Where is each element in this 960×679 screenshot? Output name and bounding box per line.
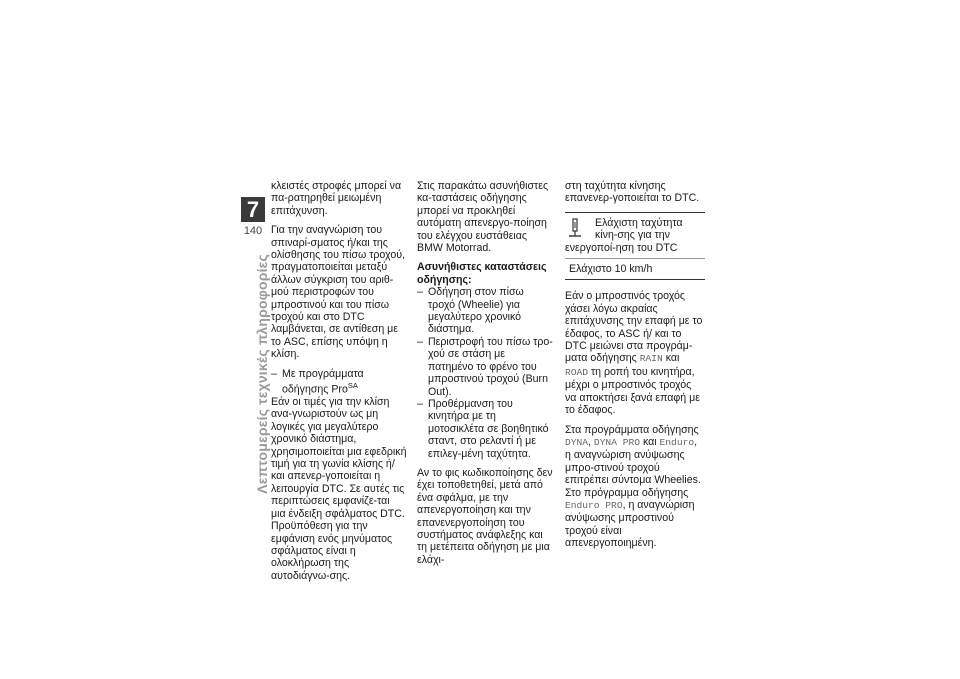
list-item-text: Περιστροφή του πίσω τρο-χού σε στάση με πατημένο το φρένο του μπροστινού τροχού (Burn Out).: [428, 335, 553, 398]
list-item: [417, 286, 553, 336]
dash-mark: –: [417, 286, 423, 299]
paragraph: Για την αναγνώριση του σπιναρί-σματος ή/και της ολίσθησης του πίσω τροχού, πραγματοποιείται μεταξύ άλλων σύγκριση του αριθ-μού περιστροφών του μπροστινού και του πίσω τροχού και στο DTC λαμβάνεται, σε αντίθεση με το ASC, επίσης υπόψη η κλίση.: [271, 224, 405, 361]
chapter-number-badge: 7: [241, 197, 265, 222]
list-item-text: Προθέρμανση του κινητήρα με τη μοτοσικλέτα σε βοηθητικό σταντ, στο ρελαντί ή με επιλεγ-μένη ταχύτητα.: [428, 397, 549, 460]
paragraph: Στο πρόγραμμα οδήγησης Enduro PRO, η αναγνώριση ανύψωσης μπροστινού τροχού είναι απενεργοποιημένη.: [565, 486, 695, 550]
paragraph: [565, 290, 705, 416]
paragraph: Στα προγράμματα οδήγησης DYNA, DYNA PRO και Enduro, η αναγνώριση ανύψωσης μπρο-στινού τροχού επιτρέπει σύντομα Wheelies.: [565, 423, 701, 487]
page-number: 140: [243, 225, 263, 237]
spec-label-row: [565, 213, 705, 258]
text-run: και: [642, 435, 657, 448]
mode-rain: RAIN: [639, 353, 663, 365]
list-item-text: Οδήγηση στον πίσω τροχό (Wheelie) για μεγαλύτερο χρονικό διάστημα.: [428, 286, 524, 336]
text-column-1: [271, 180, 407, 589]
list-item: [417, 336, 553, 398]
text-run: η αναγνώριση ανύψωσης μπρο-στινού τροχού επιτρέπει σύντομα Wheelies.: [565, 449, 701, 487]
paragraph: Εάν οι τιμές για την κλίση ανα-γνωριστούν ως μη λογικές για μεγαλύτερο χρονικό διάστημα, χρησιμοποιείται μια εφεδρική τιμή για τη γωνία κλίσης ή/και απενερ-γοποιείται η λειτουργία DTC. Σε αυτές τις περιπτώσεις εμφανίζε-ται μια ένδειξη σφάλματος DTC. Προϋπόθεση για την εμφάνιση ενός μηνύματος σφάλματος είναι η ολοκλήρωση της αυτοδιάγνω-σης.: [271, 396, 407, 582]
section-heading: Ασυνήθιστες καταστάσεις οδήγησης:: [417, 261, 547, 286]
dash-item-pro: [271, 368, 407, 396]
mode-dyna-pro: DYNA PRO: [593, 436, 640, 448]
text-column-3: [565, 180, 705, 557]
text-run: τη ροπή του κινητήρα, μέχρι ο μπροστινός τροχός να αποκτήσει ξανά επαφή με το έδαφος.: [565, 365, 700, 417]
dash-mark: –: [417, 335, 423, 348]
text-run: η αναγνώριση ανύψωσης μπροστινού τροχού είναι απενεργοποιημένη.: [565, 498, 695, 550]
mode-road: ROAD: [565, 366, 589, 378]
text-column-2: [417, 180, 553, 573]
paragraph: Αν το φις κωδικοποίησης δεν έχει τοποθετηθεί, μετά από ένα σφάλμα, με την απενεργοποίηση και την επανενεργοποίηση του συστήματος ανάφλεξης και τη μετέπειτα οδήγηση με μια ελάχι-: [417, 466, 553, 566]
chapter-side-title: Λεπτομερείς τεχνικές πληροφορίες: [254, 254, 270, 494]
mode-enduro-pro: Enduro PRO: [565, 499, 623, 511]
paragraph: κλειστές στροφές μπορεί να πα-ρατηρηθεί μειωμένη επιτάχυνση.: [271, 180, 402, 217]
spec-box: [565, 212, 705, 281]
mode-enduro: Enduro: [659, 436, 695, 448]
dash-mark: –: [417, 397, 423, 410]
text-run: Στο πρόγραμμα οδήγησης: [565, 486, 689, 499]
list-item: [417, 398, 553, 460]
sa-superscript: SA: [347, 381, 358, 391]
text-run: Στα προγράμματα οδήγησης: [565, 423, 699, 436]
dash-mark: –: [271, 367, 277, 380]
wrench-gauge-icon: [565, 217, 591, 239]
mode-dyna: DYNA: [565, 436, 589, 448]
dash-text: Με προγράμματα οδήγησης Pro: [282, 367, 364, 396]
text-run: και: [665, 352, 680, 365]
text-run: Εάν ο μπροστινός τροχός χάσει λόγω ακραίας επιτάχυνσης την επαφή με το έδαφος, το ASC ή/ και το DTC μειώνει στα προγράμ-ματα οδήγησης: [565, 290, 703, 365]
paragraph: Στις παρακάτω ασυνήθιστες κα-ταστάσεις οδήγησης μπορεί να προκληθεί αυτόματη απενεργο-ποίηση του ελέγχου ευστάθειας BMW Motorrad.: [417, 180, 549, 255]
paragraph: στη ταχύτητα κίνησης επανενερ-γοποιείται το DTC.: [565, 180, 700, 205]
spec-label: Ελάχιστη ταχύτητα κίνη-σης για την ενεργοποί-ηση του DTC: [565, 216, 683, 254]
spec-value: Ελάχιστο 10 km/h: [565, 258, 705, 279]
